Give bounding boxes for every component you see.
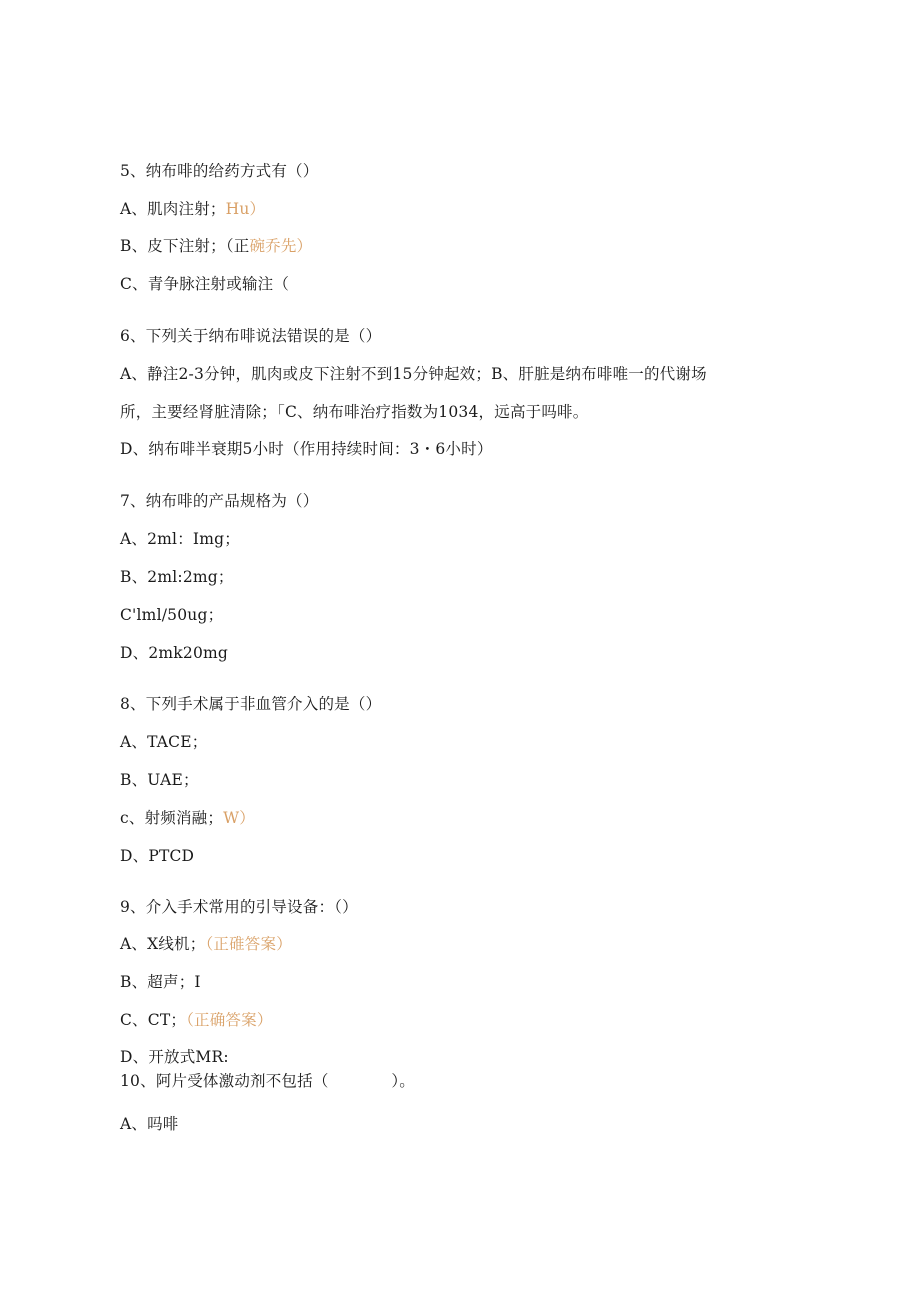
- question-9-text: 9、介入手术常用的引导设备：（）: [120, 898, 358, 916]
- option-text: B、2ml:2mg；: [120, 568, 234, 586]
- question-9-option-b: [120, 972, 201, 992]
- option-text: C、CT；: [120, 1011, 187, 1029]
- question-8: [120, 694, 381, 714]
- option-text: A、肌肉注射；: [120, 200, 226, 218]
- option-text: 所，主要经肾脏清除；「C、纳布啡治疗指数为1034，远高于吗啡。: [120, 403, 589, 421]
- option-text: A、静注2-3分钟，肌肉或皮下注射不到15分钟起效；B、肝脏是纳布啡唯一的代谢场: [120, 365, 707, 383]
- question-8-text: 8、下列手术属于非血管介入的是（）: [120, 695, 382, 713]
- question-8-option-a: [120, 732, 207, 752]
- question-8-option-c: [120, 808, 255, 828]
- option-text: C'lml/50ug；: [120, 606, 224, 624]
- question-7-text: 7、纳布啡的产品规格为（）: [120, 492, 319, 510]
- option-text: C、青争脉注射或输注（: [120, 275, 290, 293]
- question-7: [120, 491, 318, 511]
- answer-mark: （正确答案）: [186, 1011, 273, 1029]
- option-text: A、X线机；: [120, 935, 206, 953]
- question-6-option-d: [120, 439, 493, 459]
- question-6-options-line-2: [120, 402, 588, 422]
- question-9-option-a: [120, 934, 292, 954]
- question-9: [120, 897, 358, 917]
- question-8-option-b: [120, 770, 199, 790]
- question-7-option-d: [120, 643, 228, 663]
- question-7-option-c: [120, 605, 223, 625]
- option-text: A、吗啡: [120, 1115, 179, 1133]
- answer-mark: W）: [223, 809, 255, 827]
- question-5-option-b: [120, 236, 312, 256]
- question-5: [120, 161, 318, 181]
- question-6: [120, 326, 381, 346]
- question-10: [120, 1071, 415, 1091]
- question-7-option-a: [120, 529, 240, 549]
- question-10-text: 10、阿片受体激动剂不包括（ ）。: [120, 1072, 415, 1090]
- option-text: A、TACE；: [120, 733, 208, 751]
- answer-mark: Hu）: [225, 200, 266, 218]
- option-text: B、皮下注射；（正: [120, 237, 250, 255]
- option-text: D、2mk20mg: [120, 644, 229, 662]
- question-5-text: 5、纳布啡的给药方式有（）: [120, 162, 319, 180]
- option-text: A、2ml：Img；: [120, 530, 240, 548]
- answer-mark: 碗乔先）: [249, 237, 313, 255]
- question-5-option-c: [120, 274, 289, 294]
- option-text: B、UAE；: [120, 771, 199, 789]
- option-text: D、PTCD: [120, 847, 195, 865]
- option-text: D、纳布啡半衰期5小时（作用持续时间：3・6小时）: [120, 440, 493, 458]
- question-9-option-d: [120, 1047, 229, 1067]
- option-text: B、超声；I: [120, 973, 201, 991]
- option-text: c、射频消融；: [120, 809, 224, 827]
- question-6-text: 6、下列关于纳布啡说法错误的是（）: [120, 327, 382, 345]
- question-6-options-line-1: [120, 364, 707, 384]
- question-10-option-a: [120, 1114, 179, 1134]
- question-9-option-c: [120, 1010, 273, 1030]
- question-8-option-d: [120, 846, 194, 866]
- question-5-option-a: [120, 199, 265, 219]
- question-7-option-b: [120, 567, 234, 587]
- answer-mark: （正碓答案）: [205, 935, 292, 953]
- option-text: D、开放式MR:: [120, 1048, 229, 1066]
